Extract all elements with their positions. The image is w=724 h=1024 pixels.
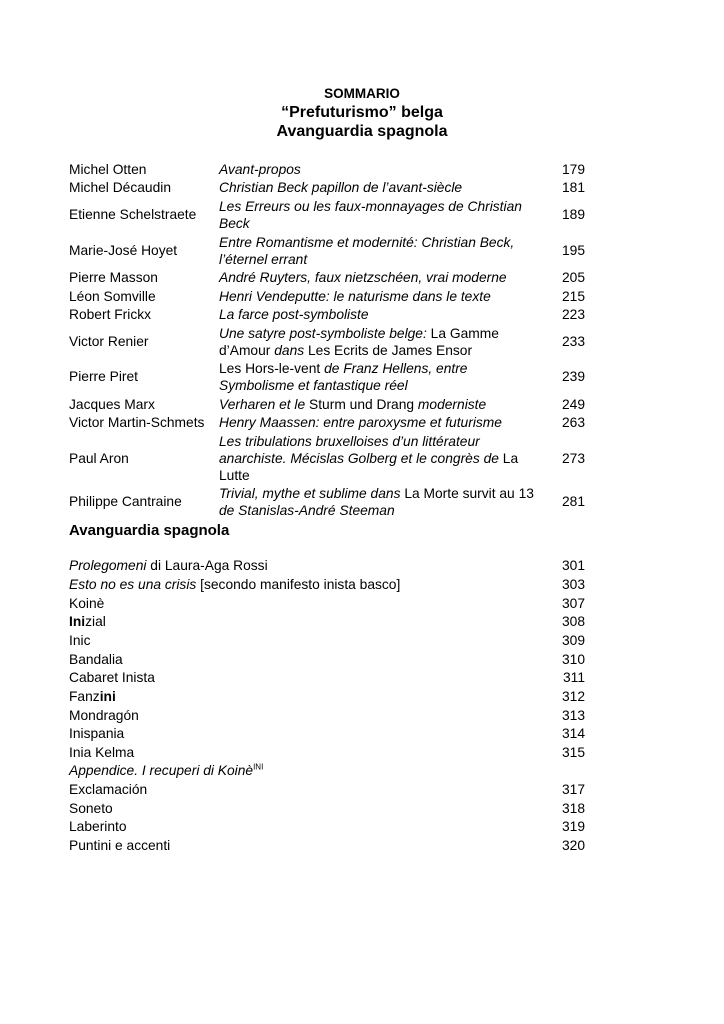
entry-author: Marie-José Hoyet (69, 243, 178, 258)
section2-heading: Avanguardia spagnola (69, 522, 230, 539)
item-page: 319 (561, 819, 585, 834)
entry-author: Victor Martin-Schmets (69, 415, 205, 430)
section-title-prefuturismo: “Prefuturismo” belga (281, 104, 443, 121)
item-page: 307 (561, 596, 585, 611)
entry-page: 281 (561, 494, 585, 509)
section-title-avanguardia: Avanguardia spagnola (276, 123, 448, 140)
entry-title: Les tribulations bruxelloises d’un littérateur anarchiste. Mécislas Golberg et le congrès de La Lutte (219, 434, 519, 483)
item-page: 303 (561, 577, 585, 592)
entry-page: 205 (561, 270, 585, 285)
entry-title: Les Hors-le-vent de Franz Hellens, entre Symbolisme et fantastique réel (219, 361, 468, 393)
entry-author: Michel Otten (69, 162, 147, 177)
entry-title: Une satyre post-symboliste belge: La Gamme d’Amour dans Les Ecrits de James Ensor (219, 326, 499, 358)
item-label: Puntini e accenti (69, 838, 171, 853)
entry-title: Christian Beck papillon de l’avant-siècle (219, 180, 463, 195)
item-page: 320 (561, 838, 585, 853)
item-page: 315 (561, 745, 585, 760)
sommario-heading: SOMMARIO (324, 86, 400, 101)
item-label: Fanzini (69, 689, 116, 704)
entry-page: 195 (561, 243, 585, 258)
entry-title: André Ruyters, faux nietzschéen, vrai moderne (219, 270, 507, 285)
item-label: Prolegomeni di Laura-Aga Rossi (69, 558, 268, 573)
item-label: Bandalia (69, 652, 123, 667)
entry-title: Henry Maassen: entre paroxysme et futurisme (219, 415, 502, 430)
item-page: 318 (561, 801, 585, 816)
entry-page: 263 (561, 415, 585, 430)
entry-page: 223 (561, 307, 585, 322)
entry-author: Paul Aron (69, 451, 129, 466)
item-label: Mondragón (69, 708, 139, 723)
entry-title: Entre Romantisme et modernité: Christian Beck, l’éternel errant (219, 235, 515, 267)
item-label: Inic (69, 633, 91, 648)
entry-title: Trivial, mythe et sublime dans La Morte survit au 13 de Stanislas-André Steeman (219, 486, 534, 518)
item-label: Inispania (69, 726, 125, 741)
entry-author: Michel Décaudin (69, 180, 171, 195)
item-label: Inizial (69, 614, 106, 629)
item-label: Appendice. I recuperi di Koinè$^{INI}$ (69, 762, 264, 778)
item-label: Koinè (69, 596, 105, 611)
entry-author: Etienne Schelstraete (69, 207, 197, 222)
entry-title: La farce post-symboliste (219, 307, 369, 322)
item-label: Cabaret Inista (69, 670, 155, 685)
entry-page: 249 (561, 397, 585, 412)
entry-page: 179 (561, 162, 585, 177)
entry-page: 273 (561, 451, 585, 466)
item-page: 317 (561, 782, 585, 797)
entry-author: Pierre Masson (69, 270, 158, 285)
item-label: Exclamación (69, 782, 148, 797)
entry-author: Pierre Piret (69, 369, 139, 384)
entry-author: Jacques Marx (69, 397, 155, 412)
item-page: 308 (561, 614, 585, 629)
entry-title: Avant-propos (219, 162, 301, 177)
item-page: 309 (561, 633, 585, 648)
entry-title: Henri Vendeputte: le naturisme dans le texte (219, 289, 491, 304)
item-page: 312 (561, 689, 585, 704)
entry-page: 239 (561, 369, 585, 384)
entry-author: Victor Renier (69, 334, 149, 349)
entry-title: Verharen et le Sturm und Drang moderniste (219, 397, 487, 412)
item-label: Laberinto (69, 819, 127, 834)
item-label: Soneto (69, 801, 113, 816)
item-label: Inia Kelma (69, 745, 135, 760)
item-label: Esto no es una crisis [secondo manifesto inista basco] (69, 577, 401, 592)
item-page: 310 (561, 652, 585, 667)
entry-author: Léon Somville (69, 289, 156, 304)
entry-page: 189 (561, 207, 585, 222)
entry-page: 181 (561, 180, 585, 195)
entry-author: Robert Frickx (69, 307, 152, 322)
item-page: 313 (561, 708, 585, 723)
entry-page: 215 (561, 289, 585, 304)
entry-author: Philippe Cantraine (69, 494, 182, 509)
item-page: 311 (563, 670, 585, 685)
item-page: 314 (561, 726, 585, 741)
item-page: 301 (561, 558, 585, 573)
entry-page: 233 (561, 334, 585, 349)
entry-title: Les Erreurs ou les faux-monnayages de Christian Beck (219, 199, 522, 231)
